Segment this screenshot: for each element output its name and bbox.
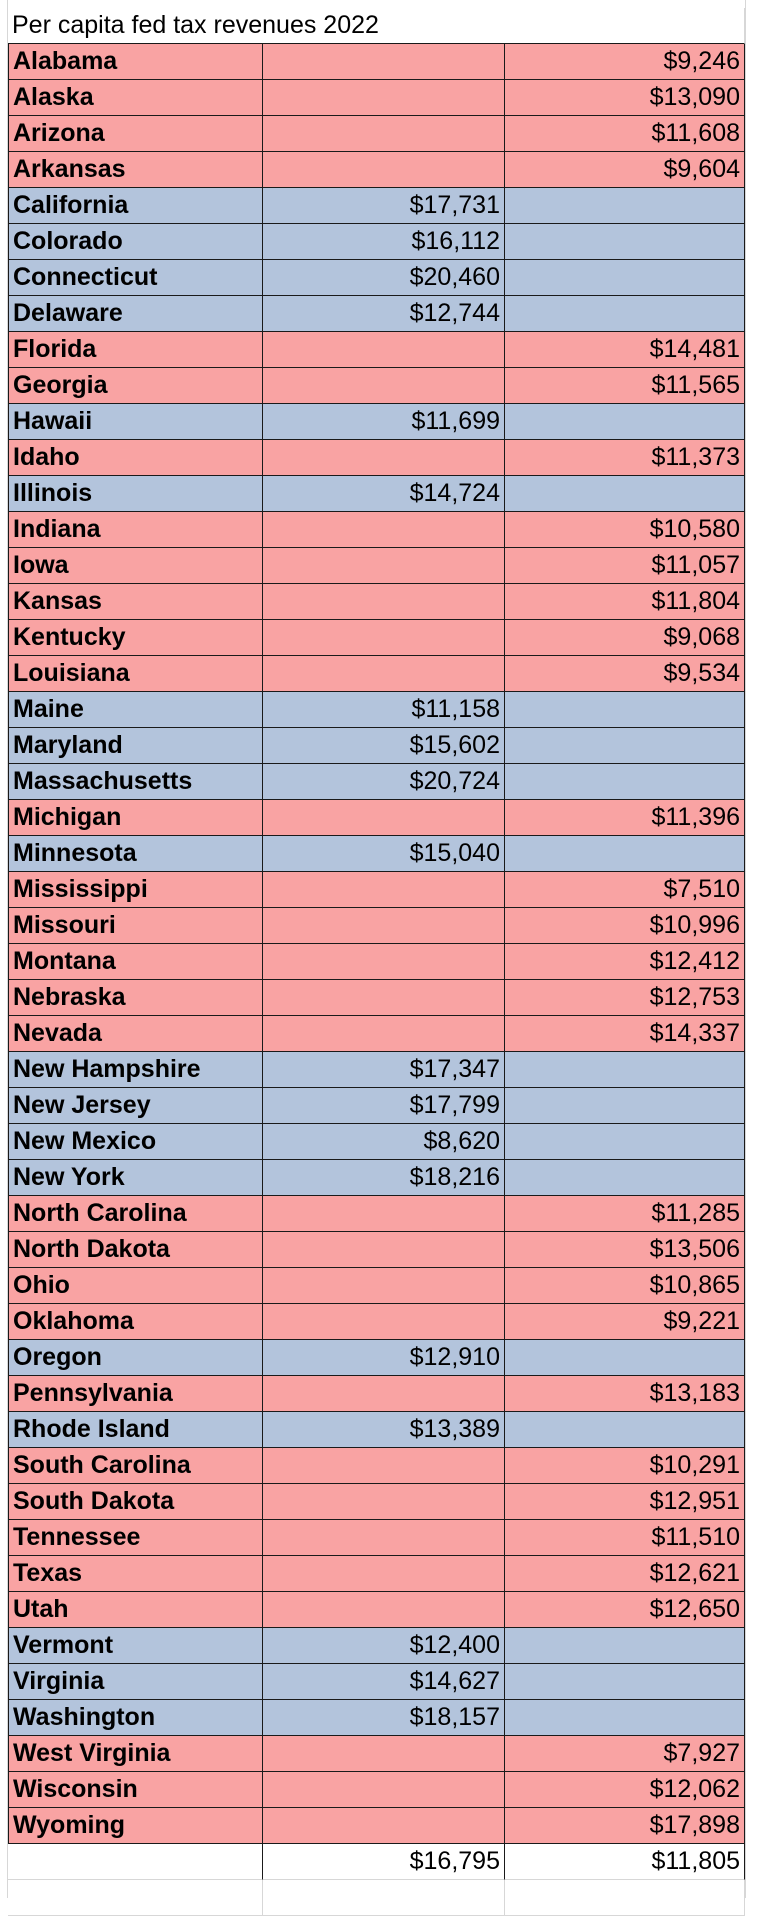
state-name-cell[interactable]: Arizona (8, 116, 263, 152)
table-row (0, 1160, 758, 1196)
table-row (0, 1340, 758, 1376)
red-value-cell[interactable]: $10,291 (505, 1448, 745, 1484)
blue-value-cell[interactable] (263, 1520, 505, 1556)
blue-value-cell[interactable] (263, 152, 505, 188)
red-value-cell[interactable]: $11,373 (505, 440, 745, 476)
red-value-cell[interactable]: $12,650 (505, 1592, 745, 1628)
table-row (0, 1700, 758, 1736)
table-row (0, 908, 758, 944)
red-value-cell[interactable]: $14,481 (505, 332, 745, 368)
red-value-cell[interactable]: $10,996 (505, 908, 745, 944)
table-row (0, 1232, 758, 1268)
blue-value-cell[interactable] (263, 980, 505, 1016)
blue-value-cell[interactable]: $12,910 (263, 1340, 505, 1376)
red-value-cell[interactable] (505, 260, 745, 296)
table-row (0, 1052, 758, 1088)
table-row (0, 584, 758, 620)
state-name-cell[interactable]: Maryland (8, 728, 263, 764)
blue-value-cell[interactable]: $17,799 (263, 1088, 505, 1124)
red-value-cell[interactable]: $9,534 (505, 656, 745, 692)
red-value-cell[interactable]: $11,565 (505, 368, 745, 404)
blue-value-cell[interactable] (263, 620, 505, 656)
table-row (0, 692, 758, 728)
state-name-cell[interactable]: Oklahoma (8, 1304, 263, 1340)
red-value-cell[interactable] (505, 1340, 745, 1376)
table-row (0, 656, 758, 692)
red-value-cell[interactable]: $14,337 (505, 1016, 745, 1052)
table-row (0, 1448, 758, 1484)
blue-value-cell[interactable] (263, 872, 505, 908)
red-value-cell[interactable]: $11,804 (505, 584, 745, 620)
blue-value-cell[interactable]: $15,602 (263, 728, 505, 764)
table-row (0, 1412, 758, 1448)
red-value-cell[interactable]: $11,285 (505, 1196, 745, 1232)
state-name-cell[interactable]: Nevada (8, 1016, 263, 1052)
table-row (0, 1304, 758, 1340)
table-row (0, 1484, 758, 1520)
blue-value-cell[interactable] (263, 440, 505, 476)
state-name-cell[interactable]: Washington (8, 1700, 263, 1736)
blue-value-cell[interactable] (263, 656, 505, 692)
red-value-cell[interactable] (505, 404, 745, 440)
blue-value-cell[interactable] (263, 908, 505, 944)
red-value-cell[interactable]: $9,604 (505, 152, 745, 188)
table-row (0, 1736, 758, 1772)
table-row (0, 1520, 758, 1556)
red-value-cell[interactable]: $12,753 (505, 980, 745, 1016)
blue-value-cell[interactable] (263, 1232, 505, 1268)
table-row (0, 1808, 758, 1844)
table-row (0, 476, 758, 512)
table-row (0, 836, 758, 872)
blue-value-cell[interactable]: $20,724 (263, 764, 505, 800)
state-name-cell[interactable]: California (8, 188, 263, 224)
table-row (0, 80, 758, 116)
red-value-cell[interactable]: $12,412 (505, 944, 745, 980)
state-name-cell[interactable]: West Virginia (8, 1736, 263, 1772)
red-value-cell[interactable] (505, 728, 745, 764)
red-value-cell[interactable] (505, 1700, 745, 1736)
state-name-cell[interactable]: Vermont (8, 1628, 263, 1664)
state-name-cell[interactable]: Delaware (8, 296, 263, 332)
empty-cell[interactable] (8, 1880, 263, 1916)
table-row (0, 1556, 758, 1592)
red-value-cell[interactable] (505, 1124, 745, 1160)
table-row (0, 800, 758, 836)
table-row (0, 404, 758, 440)
state-name-cell[interactable]: Tennessee (8, 1520, 263, 1556)
state-name-cell[interactable]: Missouri (8, 908, 263, 944)
red-value-cell[interactable] (505, 764, 745, 800)
red-value-cell[interactable]: $7,927 (505, 1736, 745, 1772)
empty-row (0, 1880, 758, 1916)
table-row (0, 152, 758, 188)
red-value-cell[interactable] (505, 1052, 745, 1088)
red-total-cell[interactable]: $11,805 (505, 1844, 745, 1880)
state-name-cell[interactable]: Iowa (8, 548, 263, 584)
red-value-cell[interactable] (505, 476, 745, 512)
table-row (0, 1628, 758, 1664)
table-row (0, 980, 758, 1016)
state-name-cell[interactable]: Texas (8, 1556, 263, 1592)
blue-value-cell[interactable] (263, 800, 505, 836)
state-name-cell[interactable]: New Hampshire (8, 1052, 263, 1088)
red-value-cell[interactable] (505, 296, 745, 332)
state-name-cell[interactable]: Illinois (8, 476, 263, 512)
state-name-cell[interactable]: Kansas (8, 584, 263, 620)
red-value-cell[interactable] (505, 224, 745, 260)
blue-value-cell[interactable]: $14,724 (263, 476, 505, 512)
table-row (0, 512, 758, 548)
table-row (0, 1664, 758, 1700)
totals-label-cell[interactable] (8, 1844, 263, 1880)
state-name-cell[interactable]: Arkansas (8, 152, 263, 188)
blue-value-cell[interactable]: $12,744 (263, 296, 505, 332)
state-name-cell[interactable]: Minnesota (8, 836, 263, 872)
state-name-cell[interactable]: Nebraska (8, 980, 263, 1016)
blue-value-cell[interactable] (263, 368, 505, 404)
state-name-cell[interactable]: Pennsylvania (8, 1376, 263, 1412)
state-name-cell[interactable]: New Mexico (8, 1124, 263, 1160)
state-name-cell[interactable]: Wisconsin (8, 1772, 263, 1808)
state-name-cell[interactable]: Idaho (8, 440, 263, 476)
blue-value-cell[interactable]: $16,112 (263, 224, 505, 260)
table-row (0, 1376, 758, 1412)
blue-value-cell[interactable]: $8,620 (263, 1124, 505, 1160)
state-name-cell[interactable]: South Dakota (8, 1484, 263, 1520)
state-name-cell[interactable]: Rhode Island (8, 1412, 263, 1448)
table-row (0, 1088, 758, 1124)
state-name-cell[interactable]: Utah (8, 1592, 263, 1628)
table-row (0, 764, 758, 800)
red-value-cell[interactable]: $9,246 (505, 44, 745, 80)
table-row (0, 1016, 758, 1052)
red-value-cell[interactable] (505, 1412, 745, 1448)
blue-value-cell[interactable]: $18,157 (263, 1700, 505, 1736)
state-name-cell[interactable]: New York (8, 1160, 263, 1196)
state-name-cell[interactable]: Alabama (8, 44, 263, 80)
table-row (0, 188, 758, 224)
state-name-cell[interactable]: Massachusetts (8, 764, 263, 800)
table-row (0, 224, 758, 260)
table-row (0, 1196, 758, 1232)
table-row (0, 332, 758, 368)
table-row (0, 1772, 758, 1808)
state-name-cell[interactable]: North Dakota (8, 1232, 263, 1268)
empty-cell[interactable] (505, 1880, 745, 1916)
table-row (0, 1124, 758, 1160)
blue-value-cell[interactable] (263, 1556, 505, 1592)
state-name-cell[interactable]: Oregon (8, 1340, 263, 1376)
state-name-cell[interactable]: New Jersey (8, 1088, 263, 1124)
blue-value-cell[interactable] (263, 1448, 505, 1484)
blue-value-cell[interactable] (263, 1016, 505, 1052)
red-value-cell[interactable] (505, 1160, 745, 1196)
blue-value-cell[interactable]: $15,040 (263, 836, 505, 872)
red-value-cell[interactable]: $11,057 (505, 548, 745, 584)
red-value-cell[interactable]: $9,068 (505, 620, 745, 656)
state-name-cell[interactable]: Florida (8, 332, 263, 368)
blue-value-cell[interactable]: $14,627 (263, 1664, 505, 1700)
blue-value-cell[interactable] (263, 1736, 505, 1772)
blue-value-cell[interactable]: $11,158 (263, 692, 505, 728)
title-row (0, 8, 758, 44)
red-value-cell[interactable]: $11,608 (505, 116, 745, 152)
state-name-cell[interactable]: Ohio (8, 1268, 263, 1304)
state-name-cell[interactable]: Kentucky (8, 620, 263, 656)
totals-row (0, 1844, 758, 1880)
blue-value-cell[interactable] (263, 116, 505, 152)
state-name-cell[interactable]: Michigan (8, 800, 263, 836)
red-value-cell[interactable]: $12,062 (505, 1772, 745, 1808)
blue-value-cell[interactable] (263, 1304, 505, 1340)
blue-value-cell[interactable] (263, 548, 505, 584)
state-name-cell[interactable]: Indiana (8, 512, 263, 548)
state-name-cell[interactable]: Hawaii (8, 404, 263, 440)
table-row (0, 44, 758, 80)
blue-value-cell[interactable] (263, 1592, 505, 1628)
red-value-cell[interactable] (505, 692, 745, 728)
blue-value-cell[interactable]: $13,389 (263, 1412, 505, 1448)
red-value-cell[interactable]: $12,951 (505, 1484, 745, 1520)
table-row (0, 620, 758, 656)
blue-value-cell[interactable] (263, 1196, 505, 1232)
blue-value-cell[interactable] (263, 1268, 505, 1304)
state-name-cell[interactable]: Georgia (8, 368, 263, 404)
state-name-cell[interactable]: Maine (8, 692, 263, 728)
sheet-title[interactable]: Per capita fed tax revenues 2022 (8, 8, 745, 44)
red-value-cell[interactable]: $10,580 (505, 512, 745, 548)
blue-total-cell[interactable]: $16,795 (263, 1844, 505, 1880)
state-name-cell[interactable]: Virginia (8, 1664, 263, 1700)
table-row (0, 440, 758, 476)
table-row (0, 1592, 758, 1628)
red-value-cell[interactable] (505, 1088, 745, 1124)
blue-value-cell[interactable] (263, 1772, 505, 1808)
blue-value-cell[interactable]: $17,731 (263, 188, 505, 224)
table-row (0, 548, 758, 584)
table-row (0, 260, 758, 296)
red-value-cell[interactable]: $7,510 (505, 872, 745, 908)
state-name-cell[interactable]: North Carolina (8, 1196, 263, 1232)
red-value-cell[interactable] (505, 188, 745, 224)
table-row (0, 116, 758, 152)
table-row (0, 944, 758, 980)
table-row (0, 368, 758, 404)
blue-value-cell[interactable]: $11,699 (263, 404, 505, 440)
red-value-cell[interactable]: $13,090 (505, 80, 745, 116)
state-name-cell[interactable]: Colorado (8, 224, 263, 260)
state-name-cell[interactable]: South Carolina (8, 1448, 263, 1484)
state-name-cell[interactable]: Connecticut (8, 260, 263, 296)
empty-cell[interactable] (263, 1880, 505, 1916)
state-name-cell[interactable]: Wyoming (8, 1808, 263, 1844)
red-value-cell[interactable]: $13,183 (505, 1376, 745, 1412)
red-value-cell[interactable]: $12,621 (505, 1556, 745, 1592)
blue-value-cell[interactable] (263, 1808, 505, 1844)
red-value-cell[interactable] (505, 1664, 745, 1700)
blue-value-cell[interactable] (263, 1484, 505, 1520)
red-value-cell[interactable]: $11,510 (505, 1520, 745, 1556)
red-value-cell[interactable]: $10,865 (505, 1268, 745, 1304)
blue-value-cell[interactable] (263, 332, 505, 368)
blue-value-cell[interactable] (263, 1376, 505, 1412)
blue-value-cell[interactable]: $12,400 (263, 1628, 505, 1664)
red-value-cell[interactable] (505, 836, 745, 872)
blue-value-cell[interactable] (263, 584, 505, 620)
state-name-cell[interactable]: Louisiana (8, 656, 263, 692)
state-name-cell[interactable]: Mississippi (8, 872, 263, 908)
blue-value-cell[interactable]: $17,347 (263, 1052, 505, 1088)
table-row (0, 296, 758, 332)
red-value-cell[interactable]: $11,396 (505, 800, 745, 836)
state-name-cell[interactable]: Montana (8, 944, 263, 980)
blue-value-cell[interactable]: $20,460 (263, 260, 505, 296)
red-value-cell[interactable]: $17,898 (505, 1808, 745, 1844)
table-row (0, 1268, 758, 1304)
blue-value-cell[interactable] (263, 44, 505, 80)
table-row (0, 728, 758, 764)
blue-value-cell[interactable] (263, 80, 505, 116)
red-value-cell[interactable] (505, 1628, 745, 1664)
blue-value-cell[interactable] (263, 944, 505, 980)
red-value-cell[interactable]: $13,506 (505, 1232, 745, 1268)
state-name-cell[interactable]: Alaska (8, 80, 263, 116)
table-row (0, 872, 758, 908)
blue-value-cell[interactable]: $18,216 (263, 1160, 505, 1196)
blue-value-cell[interactable] (263, 512, 505, 548)
red-value-cell[interactable]: $9,221 (505, 1304, 745, 1340)
